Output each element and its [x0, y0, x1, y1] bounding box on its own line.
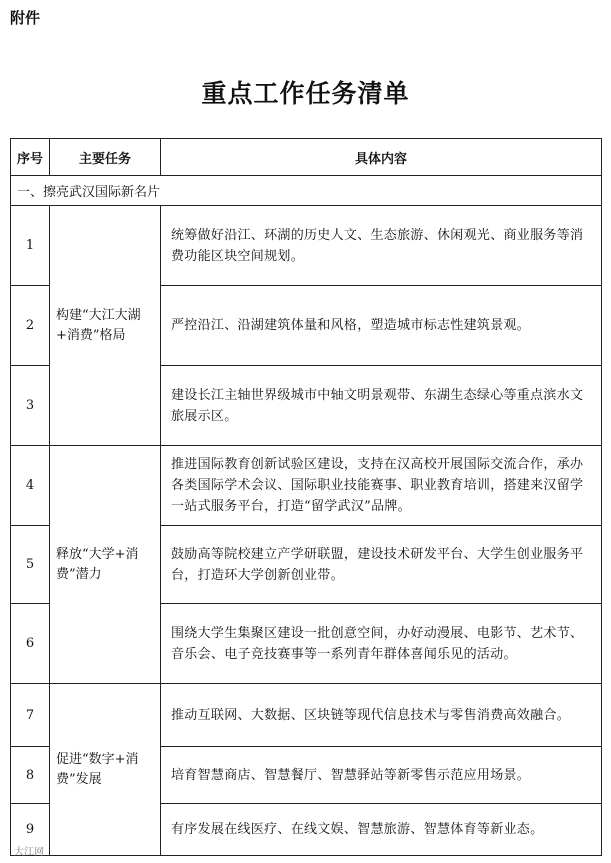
row-number: 8 [11, 747, 50, 804]
header-content: 具体内容 [161, 139, 602, 176]
row-number: 4 [11, 446, 50, 526]
content-cell: 推进国际教育创新试验区建设，支持在汉高校开展国际交流合作，承办各类国际学术会议、国际职业技能赛事、职业教育培训，搭建来汉留学一站式服务平台，打造“留学武汉”品牌。 [161, 446, 602, 526]
row-number: 9 [11, 804, 50, 856]
table-row [11, 684, 602, 747]
row-number: 3 [11, 366, 50, 446]
table-row [11, 206, 602, 286]
row-number: 6 [11, 604, 50, 684]
header-no: 序号 [11, 139, 50, 176]
section-title: 一、擦亮武汉国际新名片 [11, 176, 602, 206]
content-cell: 统筹做好沿江、环湖的历史人文、生态旅游、休闲观光、商业服务等消费功能区块空间规划。 [161, 206, 602, 286]
row-number: 7 [11, 684, 50, 747]
task-cell: 促进“数字+消费”发展 [50, 684, 161, 856]
table-row [11, 446, 602, 526]
row-number: 1 [11, 206, 50, 286]
task-cell: 释放“大学+消费”潜力 [50, 446, 161, 684]
row-number: 5 [11, 526, 50, 604]
section-row [11, 176, 602, 206]
header-row [11, 139, 602, 176]
content-cell: 推动互联网、大数据、区块链等现代信息技术与零售消费高效融合。 [161, 684, 602, 747]
task-table [10, 138, 602, 856]
task-cell: 构建“大江大湖+消费”格局 [50, 206, 161, 446]
row-number: 2 [11, 286, 50, 366]
content-cell: 鼓励高等院校建立产学研联盟，建设技术研发平台、大学生创业服务平台，打造环大学创新创业带。 [161, 526, 602, 604]
attachment-label: 附件 [10, 9, 41, 27]
content-cell: 围绕大学生集聚区建设一批创意空间，办好动漫展、电影节、艺术节、音乐会、电子竞技赛事等一系列青年群体喜闻乐见的活动。 [161, 604, 602, 684]
content-cell: 有序发展在线医疗、在线文娱、智慧旅游、智慧体育等新业态。 [161, 804, 602, 856]
watermark: 大江网 [14, 847, 44, 858]
page-title: 重点工作任务清单 [201, 79, 410, 108]
header-task: 主要任务 [50, 139, 161, 176]
content-cell: 培育智慧商店、智慧餐厅、智慧驿站等新零售示范应用场景。 [161, 747, 602, 804]
content-cell: 建设长江主轴世界级城市中轴文明景观带、东湖生态绿心等重点滨水文旅展示区。 [161, 366, 602, 446]
content-cell: 严控沿江、沿湖建筑体量和风格，塑造城市标志性建筑景观。 [161, 286, 602, 366]
